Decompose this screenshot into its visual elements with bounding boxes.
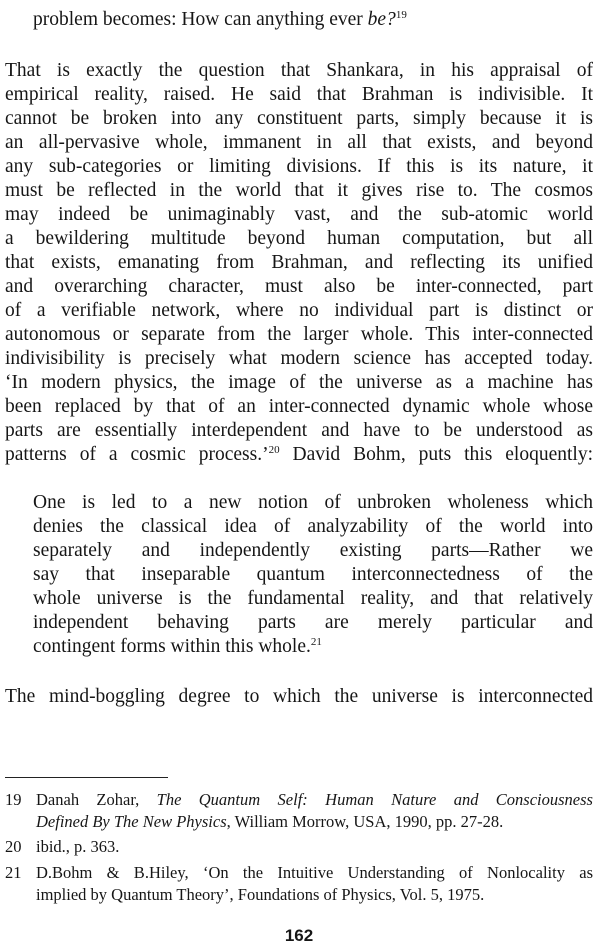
paragraph-1-line: must be reflected in the world that it gives rise to. The cosmos	[5, 180, 593, 201]
footnote-19-title: The Quantum Self: Human Nature and Consciousness	[156, 790, 593, 809]
footnote-ref-19: 19	[395, 9, 407, 21]
footnote-21-line-2: implied by Quantum Theory’, Foundations of Physics, Vol. 5, 1975.	[36, 885, 485, 904]
block-quote-line: denies the classical idea of analyzability of the world into	[33, 516, 593, 537]
block-quote-line: One is led to a new notion of unbroken wholeness which	[33, 492, 593, 513]
block-quote-line: whole universe is the fundamental reality, and that relatively	[33, 588, 593, 609]
paragraph-2-line: The mind-boggling degree to which the universe is interconnected	[5, 686, 593, 707]
paragraph-1-line: may indeed be unimaginably vast, and the sub-atomic world	[5, 204, 593, 225]
paragraph-1-line: That is exactly the question that Shankara, in his appraisal of	[5, 60, 593, 81]
footnote-21-number: 21	[5, 863, 22, 882]
continued-line-text: problem becomes: How can anything ever	[33, 9, 368, 30]
paragraph-1-last-line	[5, 443, 593, 467]
footnote-19-line-1	[36, 789, 593, 810]
block-quote-last-text: contingent forms within this whole.	[33, 636, 311, 657]
block-quote-last-line	[33, 635, 593, 659]
footnote-21-line-1: D.Bohm & B.Hiley, ‘On the Intuitive Understanding of Nonlocality as	[36, 863, 593, 882]
paragraph-1-line: an all-pervasive whole, immanent in all that exists, and beyond	[5, 132, 593, 153]
footnote-19-number: 19	[5, 790, 22, 809]
continued-line	[33, 8, 407, 32]
footnote-19-line-2	[36, 811, 593, 832]
footnote-ref-20: 20	[268, 444, 280, 456]
emphasis-be: be?	[367, 9, 396, 30]
page-number: 162	[284, 926, 314, 945]
paragraph-1-line: parts are essentially interdependent and have to be understood as	[5, 420, 593, 441]
paragraph-1-last-text: patterns of a cosmic process.’	[5, 444, 269, 465]
block-quote-line: independent behaving parts are merely particular and	[33, 612, 593, 633]
footnote-19-title-cont: Defined By The New Physics	[36, 812, 227, 831]
paragraph-1-line: ‘In modern physics, the image of the universe as a machine has	[5, 372, 593, 393]
paragraph-1-line: cannot be broken into any constituent parts, simply because it is	[5, 108, 593, 129]
paragraph-1-line: of a verifiable network, where no individual part is distinct or	[5, 300, 593, 321]
block-quote-line: say that inseparable quantum interconnectedness of the	[33, 564, 593, 585]
footnote-19-publisher: , William Morrow, USA, 1990, pp. 27-28.	[226, 812, 504, 831]
paragraph-1-last-tail: David Bohm, puts this eloquently:	[279, 444, 593, 465]
footnote-20-number: 20	[5, 837, 22, 856]
paragraph-1-line: autonomous or separate from the larger whole. This inter-connected	[5, 324, 593, 345]
block-quote-line: separately and independently existing parts—Rather we	[33, 540, 593, 561]
paragraph-1-line: and overarching character, must also be inter-connected, part	[5, 276, 593, 297]
paragraph-1-line: been replaced by that of an inter-connected dynamic whole whose	[5, 396, 593, 417]
paragraph-1-line: empirical reality, raised. He said that Brahman is indivisible. It	[5, 84, 593, 105]
paragraph-1-line: that exists, emanating from Brahman, and reflecting its unified	[5, 252, 593, 273]
footnote-20-text: ibid., p. 363.	[36, 837, 120, 856]
paragraph-1-line: indivisibility is precisely what modern science has accepted today.	[5, 348, 593, 369]
paragraph-1-line: a bewildering multitude beyond human computation, but all	[5, 228, 593, 249]
footnote-divider	[5, 777, 168, 778]
footnote-19-author: Danah Zohar,	[36, 790, 157, 809]
paragraph-1-line: any sub-categories or limiting divisions. If this is its nature, it	[5, 156, 593, 177]
book-page	[5, 0, 593, 952]
footnote-ref-21: 21	[310, 636, 322, 648]
